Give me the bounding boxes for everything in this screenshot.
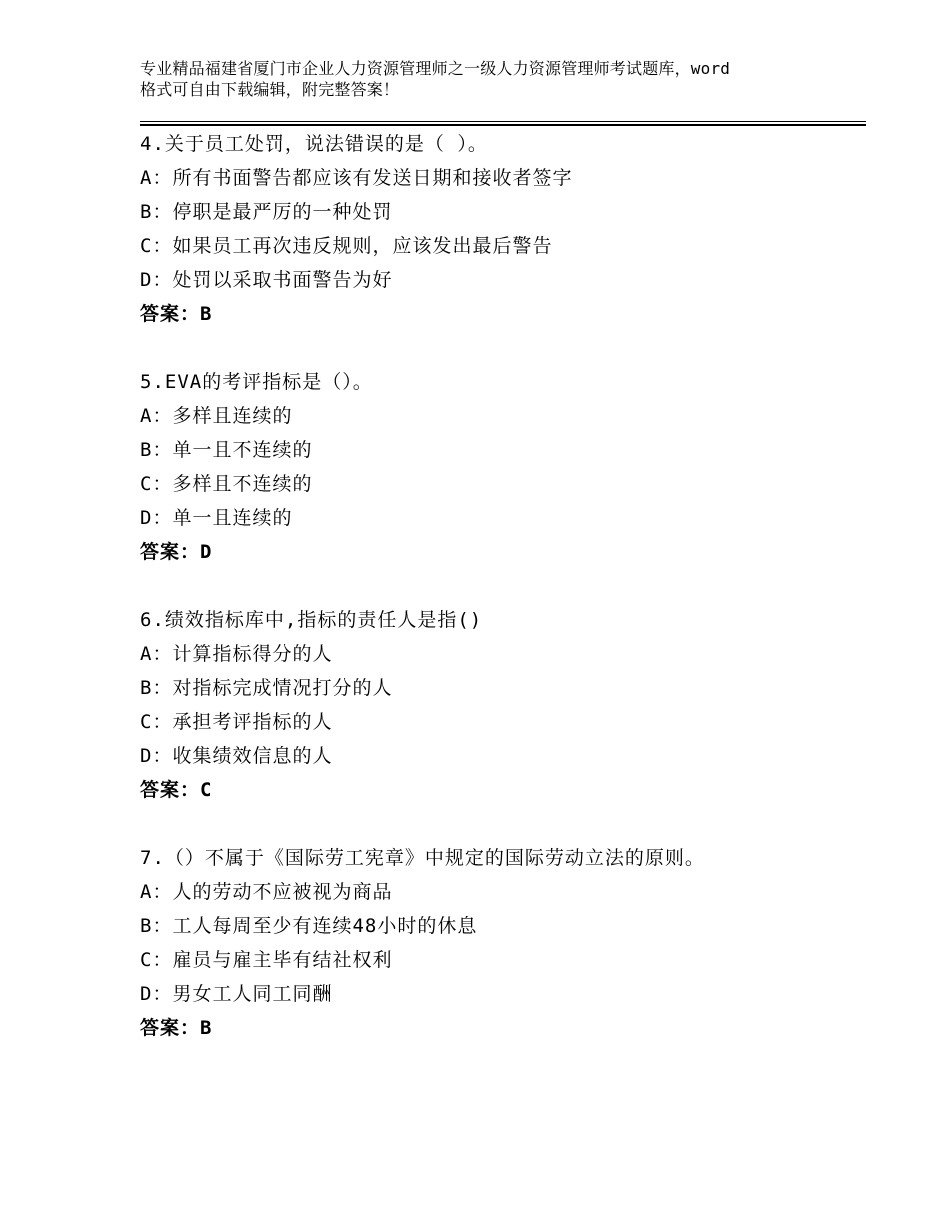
answer-line (140, 773, 860, 807)
option-d: D：单一且连续的 (140, 507, 293, 529)
answer-value: B (200, 303, 212, 325)
question-stem: 7.（）不属于《国际劳工宪章》中规定的国际劳动立法的原则。 (140, 847, 705, 869)
option-b: B：工人每周至少有连续48小时的休息 (140, 915, 478, 937)
option-b: B：停职是最严厉的一种处罚 (140, 201, 393, 223)
answer-value: D (200, 541, 212, 563)
header-divider-thick (140, 124, 866, 126)
option-d: D：处罚以采取书面警告为好 (140, 269, 393, 291)
option-a: A：人的劳动不应被视为商品 (140, 881, 393, 903)
answer-value: C (200, 779, 212, 801)
option-a: A：多样且连续的 (140, 405, 293, 427)
answer-label: 答案： (140, 1017, 201, 1039)
question-stem: 4.关于员工处罚，说法错误的是（ ）。 (140, 133, 488, 155)
option-a: A：计算指标得分的人 (140, 643, 333, 665)
answer-value: B (200, 1017, 212, 1039)
header-title-line-1: 专业精品福建省厦门市企业人力资源管理师之一级人力资源管理师考试题库，word (140, 59, 731, 78)
option-b: B：单一且不连续的 (140, 439, 313, 461)
question-stem: 5.EVA的考评指标是（）。 (140, 371, 373, 393)
option-b: B：对指标完成情况打分的人 (140, 677, 393, 699)
document-header (140, 58, 830, 100)
answer-label: 答案： (140, 541, 201, 563)
question-7 (140, 841, 860, 1045)
answer-label: 答案： (140, 303, 201, 325)
header-title-line-2: 格式可自由下载编辑，附完整答案！ (140, 80, 400, 99)
question-stem: 6.绩效指标库中,指标的责任人是指() (140, 609, 483, 631)
answer-line (140, 297, 860, 331)
option-c: C：多样且不连续的 (140, 473, 313, 495)
question-4 (140, 127, 860, 331)
option-c: C：如果员工再次违反规则，应该发出最后警告 (140, 235, 553, 257)
question-5 (140, 365, 860, 569)
option-d: D：男女工人同工同酬 (140, 983, 333, 1005)
question-6 (140, 603, 860, 807)
question-list (140, 127, 860, 1045)
answer-label: 答案： (140, 779, 201, 801)
option-c: C：雇员与雇主毕有结社权利 (140, 949, 393, 971)
answer-line (140, 535, 860, 569)
option-a: A：所有书面警告都应该有发送日期和接收者签字 (140, 167, 573, 189)
answer-line (140, 1011, 860, 1045)
option-c: C：承担考评指标的人 (140, 711, 333, 733)
option-d: D：收集绩效信息的人 (140, 745, 333, 767)
header-divider-thin (140, 121, 866, 122)
